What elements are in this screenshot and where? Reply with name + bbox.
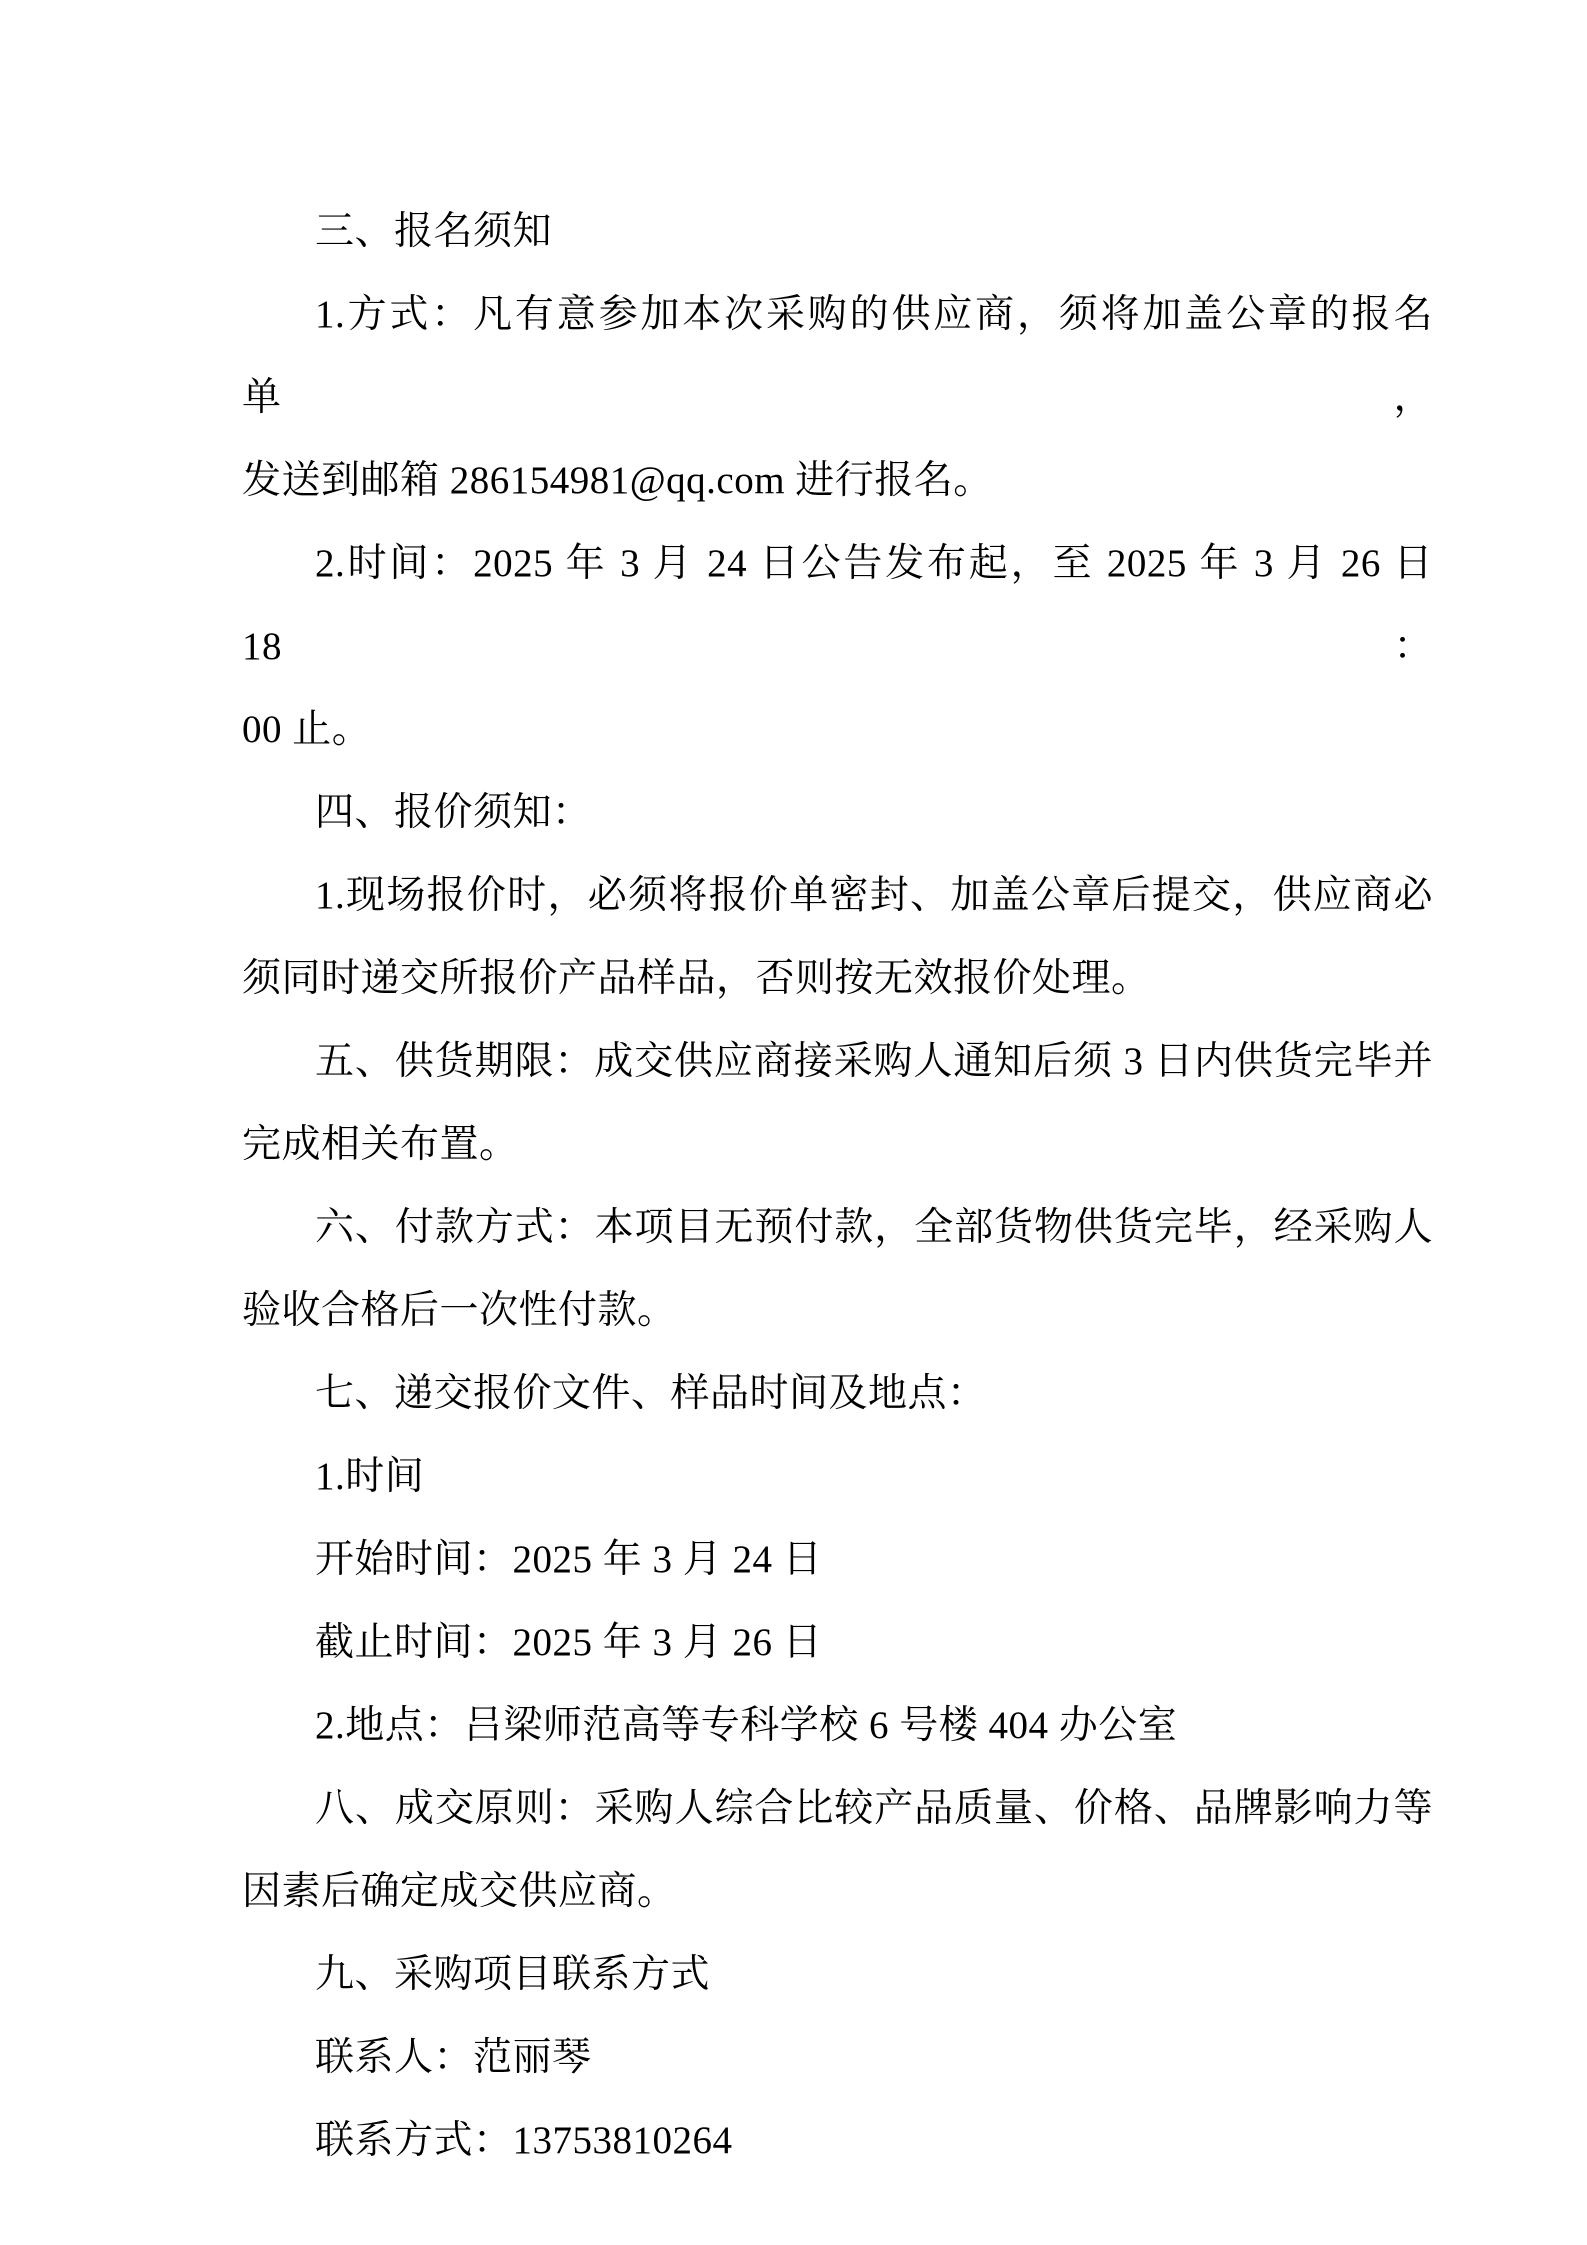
section-4-heading: 四、报价须知：: [315, 791, 592, 834]
quotation-notice-line-1: 1.现场报价时，必须将报价单密封、加盖公章后提交，供应商必: [315, 874, 1433, 917]
contact-phone-line: 联系方式：13753810264: [315, 2119, 733, 2162]
section-7-heading: 七、递交报价文件、样品时间及地点：: [315, 1372, 987, 1415]
contact-person-line: 联系人：范丽琴: [315, 2036, 592, 2079]
delivery-deadline-line-2: 完成相关布置。: [242, 1123, 519, 1166]
document-body: [242, 190, 1433, 2182]
registration-method-line-1: 1.方式：凡有意参加本次采购的供应商，须将加盖公章的报名单，: [242, 293, 1433, 419]
payment-method-line-1: 六、付款方式：本项目无预付款，全部货物供货完毕，经采购人: [315, 1206, 1433, 1249]
registration-time-line-2: 00 止。: [242, 708, 372, 751]
payment-method-line-2: 验收合格后一次性付款。: [242, 1289, 677, 1332]
submission-location-line: 2.地点：吕梁师范高等专科学校 6 号楼 404 办公室: [315, 1704, 1178, 1747]
section-9-heading: 九、采购项目联系方式: [315, 1953, 711, 1996]
delivery-deadline-line-1: 五、供货期限：成交供应商接采购人通知后须 3 日内供货完毕并: [315, 1040, 1433, 1083]
submission-time-label: 1.时间: [315, 1455, 425, 1498]
end-time-line: 截止时间：2025 年 3 月 26 日: [315, 1621, 823, 1664]
registration-method-line-2: 发送到邮箱 286154981@qq.com 进行报名。: [242, 459, 993, 502]
start-time-line: 开始时间：2025 年 3 月 24 日: [315, 1538, 823, 1581]
registration-time-line-1: 2.时间：2025 年 3 月 24 日公告发布起，至 2025 年 3 月 26 日 18：: [242, 542, 1433, 668]
award-principle-line-2: 因素后确定成交供应商。: [242, 1870, 677, 1913]
quotation-notice-line-2: 须同时递交所报价产品样品，否则按无效报价处理。: [242, 957, 1151, 1000]
award-principle-line-1: 八、成交原则：采购人综合比较产品质量、价格、品牌影响力等: [315, 1787, 1433, 1830]
section-3-heading: 三、报名须知: [315, 210, 553, 253]
